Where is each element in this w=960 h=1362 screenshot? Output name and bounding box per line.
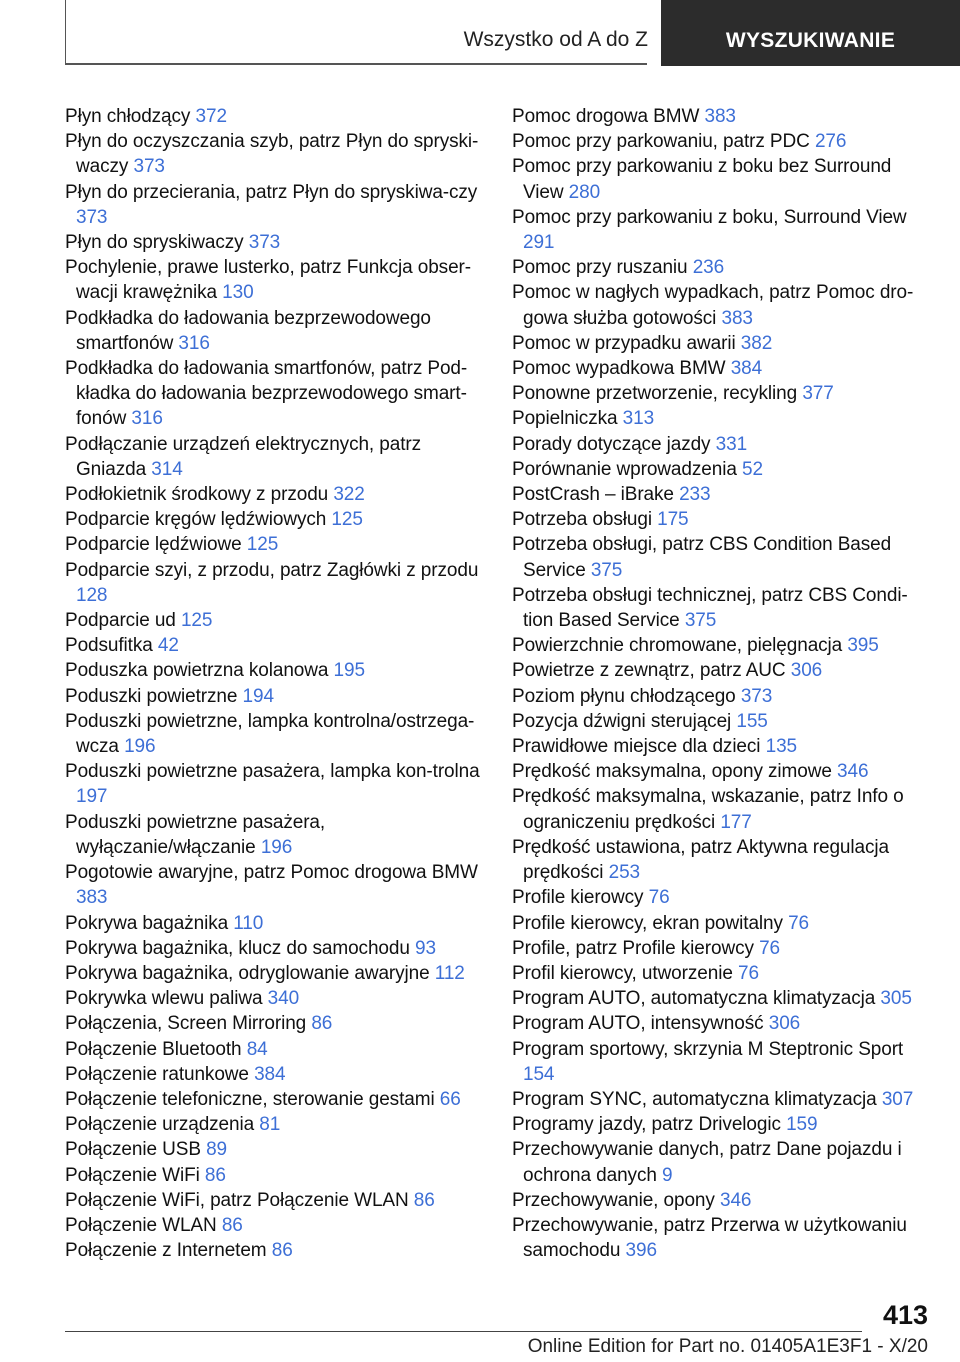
index-entry-page-link[interactable]: 375 [684, 610, 717, 632]
index-entry-text: Pomoc w nagłych wypadkach, patrz Pomoc dro‐gowa służba gotowości [512, 282, 914, 329]
index-entry-page-link[interactable]: 384 [730, 358, 763, 380]
index-entry-text: Podłączanie urządzeń elektrycznych, patrz Gniazda [65, 433, 422, 480]
index-entry [65, 860, 480, 910]
index-entry [512, 356, 927, 381]
index-entry-text: Płyn do oczyszczania szyb, patrz Płyn do spryski‐waczy [65, 131, 479, 178]
index-entry-page-link[interactable]: 276 [814, 131, 847, 153]
index-entry [65, 356, 480, 432]
index-entry-page-link[interactable]: 42 [157, 635, 179, 657]
index-entry-page-link[interactable]: 125 [246, 534, 279, 556]
index-entry-page-link[interactable]: 383 [721, 307, 753, 329]
index-entry-text: Prawidłowe miejsce dla dzieci [512, 736, 761, 758]
index-entry [512, 457, 927, 482]
header-border-left [65, 0, 66, 64]
index-entry [512, 255, 927, 280]
index-entry-page-link[interactable]: 76 [788, 912, 810, 934]
index-entry [65, 558, 480, 608]
index-entry-text: Połączenie z Internetem [65, 1240, 267, 1262]
index-entry-page-link[interactable]: 306 [768, 1013, 801, 1035]
index-entry-text: Poziom płynu chłodzącego [512, 685, 736, 707]
index-entry-text: Poduszka powietrzna kolanowa [65, 660, 329, 682]
section-title: Wszystko od A do Z [463, 28, 648, 51]
index-entry-page-link[interactable]: 76 [738, 962, 759, 984]
index-entry-page-link[interactable]: 76 [759, 937, 780, 959]
index-entry [65, 230, 480, 255]
index-entry [512, 1213, 927, 1263]
index-entry [65, 911, 480, 936]
index-entry-page-link[interactable]: 130 [222, 282, 254, 304]
index-entry-text: Podparcie lędźwiowe [65, 534, 242, 556]
index-entry-text: Pomoc w przypadku awarii [512, 332, 736, 354]
index-entry [65, 532, 480, 557]
index-column-right [512, 104, 927, 1263]
index-entry-text: Połączenie USB [65, 1139, 201, 1161]
index-entry-text: Potrzeba obsługi technicznej, patrz CBS Condi‐tion Based Service [512, 584, 908, 632]
index-entry-text: Program AUTO, intensywność [512, 1013, 764, 1035]
index-entry-page-link[interactable]: 66 [439, 1088, 461, 1110]
index-entry-page-link[interactable]: 280 [568, 181, 601, 203]
index-entry-page-link[interactable]: 253 [608, 862, 641, 884]
index-entry [512, 1188, 927, 1213]
index-column-left [65, 104, 480, 1263]
index-entry-text: Przechowywanie, patrz Przerwa w użytkowaniu samochodu [512, 1214, 907, 1262]
index-entry-page-link[interactable]: 305 [880, 988, 912, 1010]
index-entry [512, 1087, 927, 1112]
index-entry-text: Profil kierowcy, utworzenie [512, 962, 733, 984]
index-entry [512, 911, 927, 936]
index-entry [512, 835, 927, 885]
index-entry-text: Pomoc drogowa BMW [512, 106, 700, 127]
index-entry-page-link[interactable]: 154 [523, 1063, 555, 1085]
index-entry-page-link[interactable]: 383 [704, 106, 736, 127]
search-tab[interactable]: WYSZUKIWANIE [661, 0, 960, 66]
index-entry-text: Poduszki powietrzne [65, 685, 238, 707]
index-entry [65, 129, 480, 179]
index-entry-page-link[interactable]: 194 [242, 685, 274, 707]
index-entry-text: Podparcie ud [65, 610, 176, 632]
index-entry-text: Prędkość ustawiona, patrz Aktywna regulacja prędkości [512, 836, 889, 884]
index-entry-text: Pochylenie, prawe lusterko, patrz Funkcja obser‐wacji krawężnika [65, 257, 472, 304]
index-entry-text: Porady dotyczące jazdy [512, 433, 711, 455]
index-entry-text: Połączenie ratunkowe [65, 1063, 249, 1085]
index-entry-text: Podsufitka [65, 635, 153, 657]
index-entry [512, 734, 927, 759]
index-entry [512, 280, 927, 330]
index-entry [65, 810, 480, 860]
index-entry-page-link[interactable]: 159 [786, 1114, 818, 1136]
index-entry-text: Pomoc przy parkowaniu z boku bez Surround View [512, 156, 892, 203]
index-entry-page-link[interactable]: 135 [765, 736, 798, 758]
index-entry-page-link[interactable]: 195 [333, 660, 365, 682]
footer-edition-text: Online Edition for Part no. 01405A1E3F1 - X/20 [527, 1336, 928, 1357]
index-entry [512, 658, 927, 683]
index-entry-text: Połączenie WiFi, patrz Połączenie WLAN [65, 1189, 409, 1211]
index-entry-page-link[interactable]: 313 [622, 408, 655, 430]
index-entry [65, 1087, 480, 1112]
index-entry [512, 406, 927, 431]
index-entry-page-link[interactable]: 383 [76, 887, 108, 909]
index-entry-page-link[interactable]: 175 [657, 509, 689, 531]
index-entry-text: Poduszki powietrzne pasażera, lampka kon‐trolna [65, 761, 480, 783]
index-entry-page-link[interactable]: 373 [740, 685, 773, 707]
index-entry-page-link[interactable]: 155 [736, 710, 768, 732]
index-entry-page-link[interactable]: 291 [523, 232, 555, 254]
index-entry-text: Profile kierowcy, ekran powitalny [512, 912, 783, 934]
index-entry-page-link[interactable]: 382 [740, 332, 773, 354]
index-entry [65, 608, 480, 633]
index-entry-page-link[interactable]: 233 [679, 484, 711, 506]
index-entry-text: Przechowywanie danych, patrz Dane pojazdu i ochrona danych [512, 1139, 902, 1186]
index-entry-page-link[interactable]: 125 [180, 610, 213, 632]
index-entry-text: Połączenie Bluetooth [65, 1038, 242, 1060]
header-border-bottom [65, 63, 647, 65]
index-entry [65, 1112, 480, 1137]
index-entry-page-link[interactable]: 346 [837, 761, 869, 783]
index-entry [512, 684, 927, 709]
index-entry-text: Pomoc przy ruszaniu [512, 257, 688, 279]
index-entry [512, 1037, 927, 1087]
index-entry-text: Program SYNC, automatyczna klimatyzacja [512, 1088, 877, 1110]
index-entry-page-link[interactable]: 93 [415, 937, 436, 959]
index-entry-text: Programy jazdy, patrz Drivelogic [512, 1114, 781, 1136]
index-entry-text: Pokrywa bagażnika [65, 912, 229, 934]
index-entry-text: Płyn do przecierania, patrz Płyn do spryskiwa‐czy [65, 181, 478, 203]
index-entry-page-link[interactable]: 110 [233, 912, 264, 934]
index-entry [512, 633, 927, 658]
index-entry [65, 255, 480, 305]
index-entry-page-link[interactable]: 89 [206, 1139, 228, 1161]
index-entry-page-link[interactable]: 84 [246, 1038, 268, 1060]
index-entry-page-link[interactable]: 322 [333, 484, 365, 506]
index-entry-text: Podparcie szyi, z przodu, patrz Zagłówki z przodu [65, 559, 479, 581]
index-entry [65, 759, 480, 809]
index-entry-text: Powietrze z zewnątrz, patrz AUC [512, 660, 786, 682]
index-entry [65, 1011, 480, 1036]
index-entry-text: Program AUTO, automatyczna klimatyzacja [512, 988, 876, 1010]
footer-divider [65, 1331, 862, 1332]
index-entry [512, 583, 927, 633]
index-entry-text: Potrzeba obsługi [512, 509, 652, 531]
index-entry [512, 381, 927, 406]
index-entry [65, 684, 480, 709]
index-entry-text: Płyn do spryskiwaczy [65, 232, 244, 254]
index-entry [512, 104, 927, 129]
index-entry [512, 759, 927, 784]
index-entry-text: Pomoc przy parkowaniu z boku, Surround View [512, 206, 907, 228]
index-entry-page-link[interactable]: 81 [259, 1114, 281, 1136]
index-entry-text: Pokrywka wlewu paliwa [65, 988, 263, 1010]
index-entry-page-link[interactable]: 373 [133, 156, 165, 178]
index-entry-text: Ponowne przetworzenie, recykling [512, 383, 798, 405]
index-entry-page-link[interactable]: 316 [131, 408, 163, 430]
index-entry [65, 986, 480, 1011]
page-header [0, 0, 960, 66]
index-entry-page-link[interactable]: 375 [590, 559, 623, 581]
index-entry [512, 331, 927, 356]
index-entry-page-link[interactable]: 306 [790, 660, 823, 682]
index-entry-text: PostCrash – iBrake [512, 484, 674, 506]
index-entry [65, 104, 480, 129]
index-entry-page-link[interactable]: 396 [625, 1240, 657, 1262]
index-entry [512, 154, 927, 204]
index-entry-text: Połączenie WiFi [65, 1164, 200, 1186]
index-entry-page-link[interactable]: 307 [881, 1088, 914, 1110]
index-entry-page-link[interactable]: 128 [76, 584, 108, 606]
index-entry [512, 709, 927, 734]
index-entry [65, 1037, 480, 1062]
index-entry-text: Przechowywanie, opony [512, 1189, 715, 1211]
index-entry-text: Powierzchnie chromowane, pielęgnacja [512, 635, 843, 657]
index-entry-page-link[interactable]: 86 [221, 1214, 243, 1236]
index-entry-text: Profile kierowcy [512, 887, 644, 909]
index-entry-text: Podkładka do ładowania bezprzewodowego smartfonów [65, 307, 431, 354]
index-entry-text: Pokrywa bagażnika, klucz do samochodu [65, 937, 410, 959]
index-entry [512, 129, 927, 154]
index-entry-page-link[interactable]: 373 [76, 206, 108, 228]
index-entry [65, 658, 480, 683]
index-entry [512, 507, 927, 532]
index-entry [512, 432, 927, 457]
index-entry [512, 961, 927, 986]
index-entry [65, 1062, 480, 1087]
index-entry [65, 432, 480, 482]
index-entry-page-link[interactable]: 395 [847, 635, 879, 657]
index-entry-page-link[interactable]: 314 [151, 458, 183, 480]
index-entry [512, 1011, 927, 1036]
index-entry-page-link[interactable]: 196 [124, 736, 156, 758]
index-entry [512, 885, 927, 910]
index-entry-text: Profile, patrz Profile kierowcy [512, 937, 754, 959]
index-entry-text: Porównanie wprowadzenia [512, 458, 737, 480]
index-entry [65, 482, 480, 507]
index-entry-text: Połączenie urządzenia [65, 1114, 255, 1136]
index-entry [512, 1112, 927, 1137]
index-entry [65, 1163, 480, 1188]
index-entry [65, 961, 480, 986]
index-entry-text: Pozycja dźwigni sterującej [512, 710, 732, 732]
index-entry-text: Popielniczka [512, 408, 618, 430]
index-entry-text: Pomoc przy parkowaniu, patrz PDC [512, 131, 810, 153]
index-entry-text: Połączenia, Screen Mirroring [65, 1013, 307, 1035]
index-entry [65, 1213, 480, 1238]
index-entry-text: Prędkość maksymalna, opony zimowe [512, 761, 832, 783]
index-entry-page-link[interactable]: 316 [178, 332, 210, 354]
index-entry-page-link[interactable]: 86 [204, 1164, 226, 1186]
index-entry-text: Program sportowy, skrzynia M Steptronic Sport [512, 1038, 904, 1060]
index-entry [512, 986, 927, 1011]
index-entry-text: Pokrywa bagażnika, odryglowanie awaryjne [65, 962, 430, 984]
index-entry-page-link[interactable]: 196 [260, 836, 293, 858]
index-entry [65, 1238, 480, 1263]
index-entry-page-link[interactable]: 112 [434, 962, 465, 984]
index-entry [65, 709, 480, 759]
index-entry-page-link[interactable]: 340 [267, 988, 300, 1010]
index-entry-text: Pomoc wypadkowa BMW [512, 358, 726, 380]
index-entry-page-link[interactable]: 76 [648, 887, 670, 909]
index-entry-page-link[interactable]: 52 [741, 458, 763, 480]
index-entry-text: Potrzeba obsługi, patrz CBS Condition Based Service [512, 534, 892, 581]
index-entry-page-link[interactable]: 346 [719, 1189, 752, 1211]
index-entry-text: Pogotowie awaryjne, patrz Pomoc drogowa BMW [65, 862, 478, 884]
index-entry-text: Podparcie kręgów lędźwiowych [65, 509, 327, 531]
index-entry-page-link[interactable]: 86 [413, 1189, 435, 1211]
index-entry-page-link[interactable]: 86 [311, 1013, 333, 1035]
index-entry-text: Poduszki powietrzne pasażera, wyłączanie/włączanie [65, 811, 326, 858]
index-entry-page-link[interactable]: 377 [802, 383, 834, 405]
index-entry-text: Podkładka do ładowania smartfonów, patrz Pod‐kładka do ładowania bezprzewodowego smart‐fonów [65, 358, 468, 430]
index-entry [65, 1188, 480, 1213]
page-number: 413 [882, 1300, 928, 1330]
index-entry-text: Połączenie WLAN [65, 1214, 217, 1236]
index-entry [512, 482, 927, 507]
index-entry-page-link[interactable]: 384 [254, 1063, 286, 1085]
index-entry-page-link[interactable]: 373 [248, 232, 281, 254]
index-entry [512, 532, 927, 582]
index-entry-page-link[interactable]: 236 [692, 257, 725, 279]
index-entry-text: Prędkość maksymalna, wskazanie, patrz Info o ograniczeniu prędkości [512, 786, 904, 833]
index-entry-page-link[interactable]: 331 [715, 433, 748, 455]
index-entry-page-link[interactable]: 9 [662, 1164, 673, 1186]
index-entry [512, 784, 927, 834]
index-entry [512, 936, 927, 961]
index-entry [65, 1137, 480, 1162]
index-entry-page-link[interactable]: 372 [195, 106, 227, 127]
index-entry-page-link[interactable]: 86 [271, 1240, 293, 1262]
index-entry-page-link[interactable]: 197 [76, 786, 108, 808]
index-entry-page-link[interactable]: 177 [720, 811, 752, 833]
index-entry [512, 1137, 927, 1187]
index-entry [65, 180, 480, 230]
index-entry-text: Połączenie telefoniczne, sterowanie gestami [65, 1088, 435, 1110]
index-entry-page-link[interactable]: 125 [331, 509, 363, 531]
index-entry [65, 306, 480, 356]
index-entry [65, 936, 480, 961]
index-entry [65, 633, 480, 658]
index-entry-text: Poduszki powietrzne, lampka kontrolna/ostrzega‐wcza [65, 710, 475, 758]
index-entry-text: Płyn chłodzący [65, 106, 191, 127]
index-entry [512, 205, 927, 255]
index-entry-text: Podłokietnik środkowy z przodu [65, 484, 329, 506]
index-entry [65, 507, 480, 532]
